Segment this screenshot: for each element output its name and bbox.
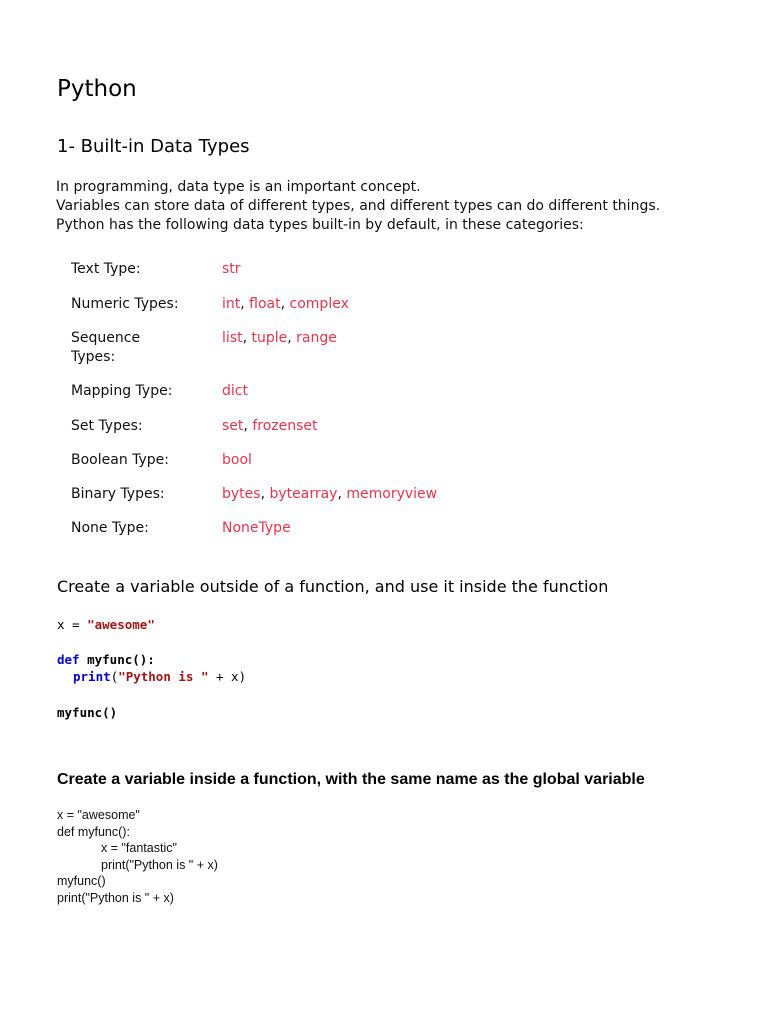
- type-values: list, tuple, range: [222, 330, 337, 346]
- type-link[interactable]: tuple: [251, 330, 288, 346]
- type-link[interactable]: range: [296, 330, 337, 346]
- code-line: [73, 668, 246, 685]
- type-link[interactable]: memoryview: [346, 486, 438, 502]
- type-label: Set Types:: [71, 418, 143, 434]
- code-token: myfunc():: [79, 652, 155, 667]
- section-heading: 1- Built-in Data Types: [57, 136, 250, 157]
- code-keyword: print: [73, 669, 111, 684]
- type-link[interactable]: bool: [222, 452, 252, 468]
- type-link[interactable]: int: [222, 296, 241, 312]
- type-values: bytes, bytearray, memoryview: [222, 486, 438, 502]
- type-values: int, float, complex: [222, 296, 349, 312]
- type-values: [222, 260, 241, 279]
- code-line: x = "awesome": [57, 808, 140, 822]
- type-link[interactable]: bytes: [222, 486, 261, 502]
- code-line: [57, 651, 155, 668]
- type-link[interactable]: frozenset: [252, 418, 318, 434]
- type-link[interactable]: bytearray: [269, 486, 338, 502]
- type-label: Boolean Type:: [71, 452, 170, 468]
- code-string: "awesome": [87, 617, 155, 632]
- type-link[interactable]: str: [222, 261, 241, 277]
- page-title: Python: [57, 76, 137, 102]
- type-link[interactable]: list: [222, 330, 243, 346]
- type-label: Text Type:: [71, 261, 141, 277]
- type-link[interactable]: set: [222, 418, 244, 434]
- type-values: [222, 382, 248, 401]
- code-token: + x): [208, 669, 247, 684]
- code-token: (: [110, 669, 119, 684]
- type-values: [222, 519, 291, 538]
- code-string: "Python is ": [118, 669, 209, 684]
- code-line: [57, 616, 155, 633]
- type-label: Sequence Types:: [71, 330, 141, 365]
- code-keyword: def: [57, 652, 80, 667]
- intro-paragraph: [56, 178, 660, 235]
- code-line: def myfunc():: [57, 825, 130, 839]
- type-link[interactable]: NoneType: [222, 520, 291, 536]
- type-values: [222, 451, 252, 470]
- intro-line: Variables can store data of different types, and different types can do different things.: [56, 198, 661, 214]
- type-link[interactable]: complex: [289, 296, 349, 312]
- intro-line: In programming, data type is an important concept.: [56, 179, 421, 195]
- type-link[interactable]: dict: [222, 383, 248, 399]
- code-line: myfunc(): [57, 874, 106, 888]
- example2-heading: Create a variable inside a function, with the same name as the global variable: [57, 771, 645, 788]
- code-line: myfunc(): [57, 705, 118, 720]
- code-line: print("Python is " + x): [101, 858, 218, 872]
- type-label: Binary Types:: [71, 486, 165, 502]
- code-line: x = "fantastic": [101, 841, 177, 855]
- intro-line: Python has the following data types built-in by default, in these categories:: [56, 217, 584, 233]
- type-values: set, frozenset: [222, 418, 318, 434]
- type-label: Numeric Types:: [71, 296, 179, 312]
- example1-heading: Create a variable outside of a function, and use it inside the function: [57, 577, 609, 596]
- code-token: x =: [57, 617, 88, 632]
- type-label: None Type:: [71, 520, 149, 536]
- code-line: print("Python is " + x): [57, 891, 174, 905]
- type-link[interactable]: float: [249, 296, 281, 312]
- type-label: Mapping Type:: [71, 383, 173, 399]
